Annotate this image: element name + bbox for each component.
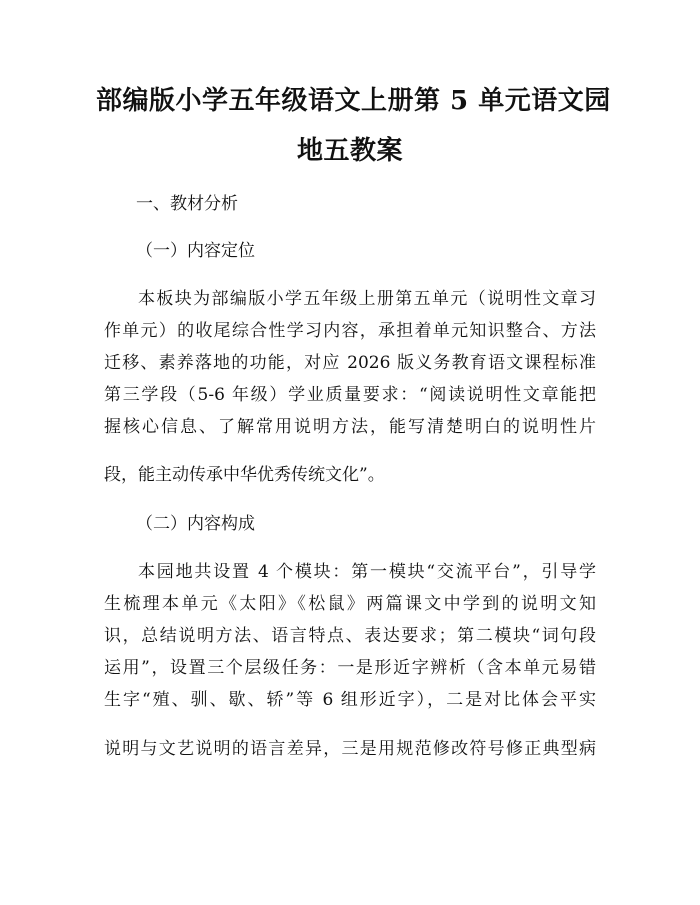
subsection-heading-content-positioning: （一）内容定位 bbox=[136, 241, 255, 261]
paragraph-2-line: 识，总结说明方法、语言特点、表达要求；第二模块“词句段 bbox=[104, 626, 596, 646]
section-heading-textbook-analysis: 一、教材分析 bbox=[136, 194, 238, 214]
paragraph-2-line: 说明与文艺说明的语言差异，三是用规范修改符号修正典型病 bbox=[104, 739, 596, 759]
doc-title-line-1: 部编版小学五年级语文上册第 5 单元语文园 bbox=[96, 86, 611, 116]
paragraph-1-line: 第三学段（5-6 年级）学业质量要求：“阅读说明性文章能把 bbox=[104, 385, 596, 405]
paragraph-2-line: 本园地共设置 4 个模块：第一模块“交流平台”，引导学 bbox=[138, 562, 596, 582]
paragraph-2-line: 生字“殖、驯、歇、轿”等 6 组形近字），二是对比体会平实 bbox=[104, 690, 596, 710]
doc-title-line-2: 地五教案 bbox=[296, 136, 403, 166]
paragraph-2-line: 生梳理本单元《太阳》《松鼠》两篇课文中学到的说明文知 bbox=[104, 594, 596, 614]
paragraph-1-line: 本板块为部编版小学五年级上册第五单元（说明性文章习 bbox=[138, 289, 596, 309]
subsection-heading-content-composition: （二）内容构成 bbox=[136, 514, 255, 534]
paragraph-1-line: 握核心信息、了解常用说明方法，能写清楚明白的说明性片 bbox=[104, 417, 596, 437]
paragraph-1-line: 作单元）的收尾综合性学习内容，承担着单元知识整合、方法 bbox=[104, 321, 596, 341]
paragraph-1-line: 段，能主动传承中华优秀传统文化”。 bbox=[104, 465, 385, 485]
paragraph-2-line: 运用”，设置三个层级任务：一是形近字辨析（含本单元易错 bbox=[104, 658, 596, 678]
paragraph-1-line: 迁移、素养落地的功能，对应 2026 版义务教育语文课程标准 bbox=[104, 353, 596, 373]
